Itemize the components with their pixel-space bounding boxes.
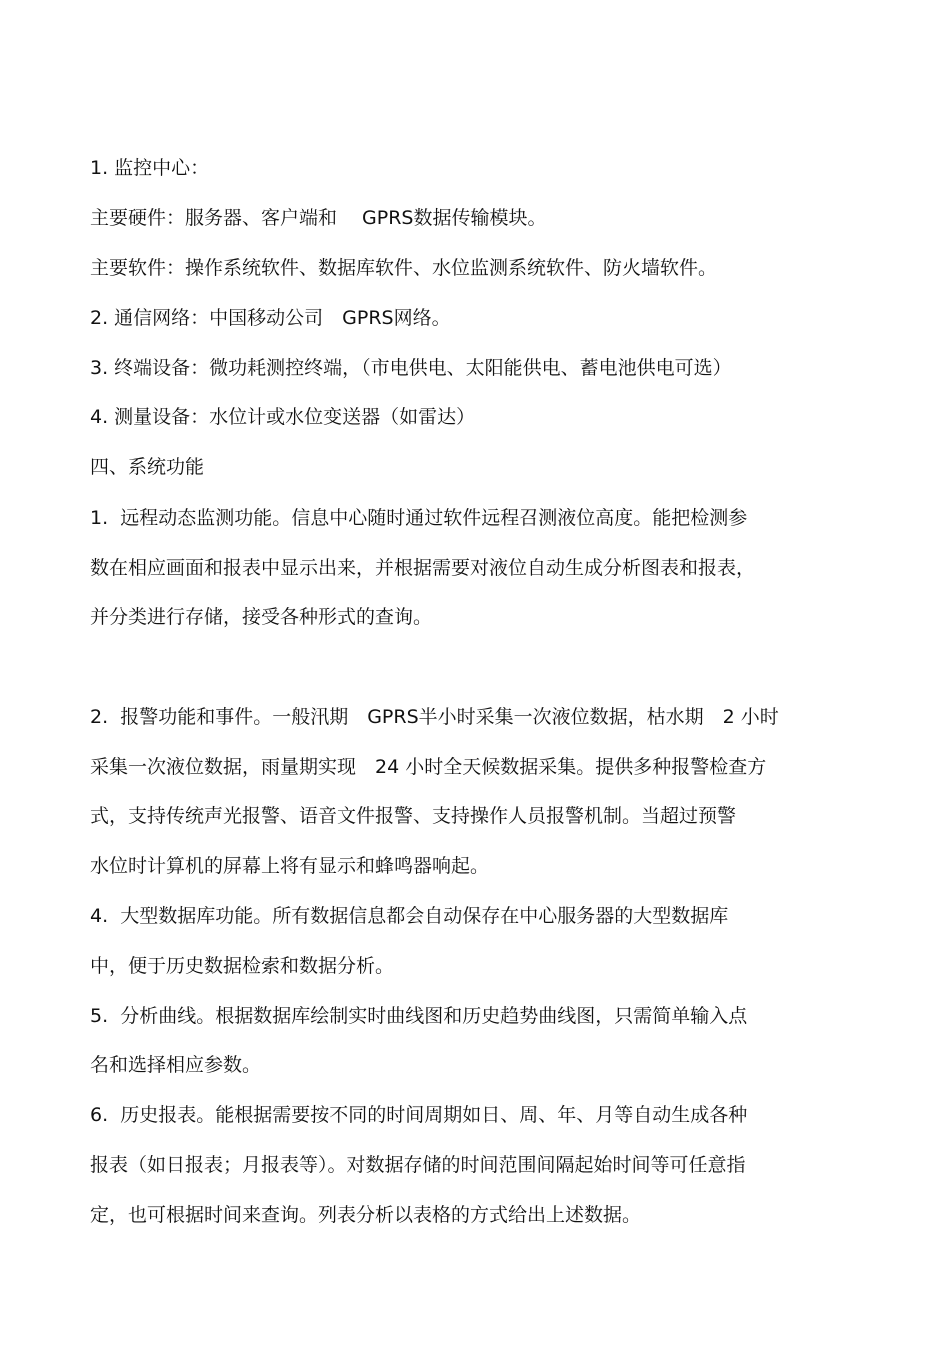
text-main-software: 主要软件：操作系统软件、数据库软件、水位监测系统软件、防火墙软件。 [90, 257, 718, 279]
paragraph-curve-analysis-line-1: 5. 分析曲线。根据数据库绘制实时曲线图和历史趋势曲线图，只需简单输入点 [90, 1005, 748, 1027]
paragraph-alarm-line-1: 2. 报警功能和事件。一般汛期 GPRS半小时采集一次液位数据，枯水期 2 小时 [90, 706, 779, 728]
paragraph-history-report-line-1: 6. 历史报表。能根据需要按不同的时间周期如日、周、年、月等自动生成各种 [90, 1104, 748, 1126]
paragraph-remote-monitoring-line-2: 数在相应画面和报表中显示出来，并根据需要对液位自动生成分析图表和报表， [90, 557, 756, 579]
paragraph-database-line-2: 中，便于历史数据检索和数据分析。 [90, 955, 395, 977]
section-heading-system-functions: 四、系统功能 [90, 456, 205, 478]
paragraph-alarm-line-2: 采集一次液位数据，雨量期实现 24 小时全天候数据采集。提供多种报警检查方 [90, 756, 767, 778]
text-main-hardware: 主要硬件：服务器、客户端和 GPRS数据传输模块。 [90, 207, 547, 229]
text-measurement-equipment: 4. 测量设备：水位计或水位变送器（如雷达） [90, 406, 476, 428]
text-terminal-equipment: 3. 终端设备：微功耗测控终端，（市电供电、太阳能供电、蓄电池供电可选） [90, 357, 732, 379]
text-communication-network: 2. 通信网络：中国移动公司 GPRS网络。 [90, 307, 451, 329]
paragraph-history-report-line-3: 定，也可根据时间来查询。列表分析以表格的方式给出上述数据。 [90, 1204, 642, 1226]
paragraph-remote-monitoring-line-1: 1. 远程动态监测功能。信息中心随时通过软件远程召测液位高度。能把检测参 [90, 507, 748, 529]
paragraph-curve-analysis-line-2: 名和选择相应参数。 [90, 1054, 262, 1076]
paragraph-remote-monitoring-line-3: 并分类进行存储，接受各种形式的查询。 [90, 606, 433, 628]
paragraph-alarm-line-4: 水位时计算机的屏幕上将有显示和蜂鸣器响起。 [90, 855, 490, 877]
paragraph-database-line-1: 4. 大型数据库功能。所有数据信息都会自动保存在中心服务器的大型数据库 [90, 905, 729, 927]
heading-monitoring-center: 1. 监控中心： [90, 157, 210, 179]
paragraph-history-report-line-2: 报表（如日报表；月报表等）。对数据存储的时间范围间隔起始时间等可任意指 [90, 1154, 746, 1176]
paragraph-alarm-line-3: 式，支持传统声光报警、语音文件报警、支持操作人员报警机制。当超过预警 [90, 805, 737, 827]
